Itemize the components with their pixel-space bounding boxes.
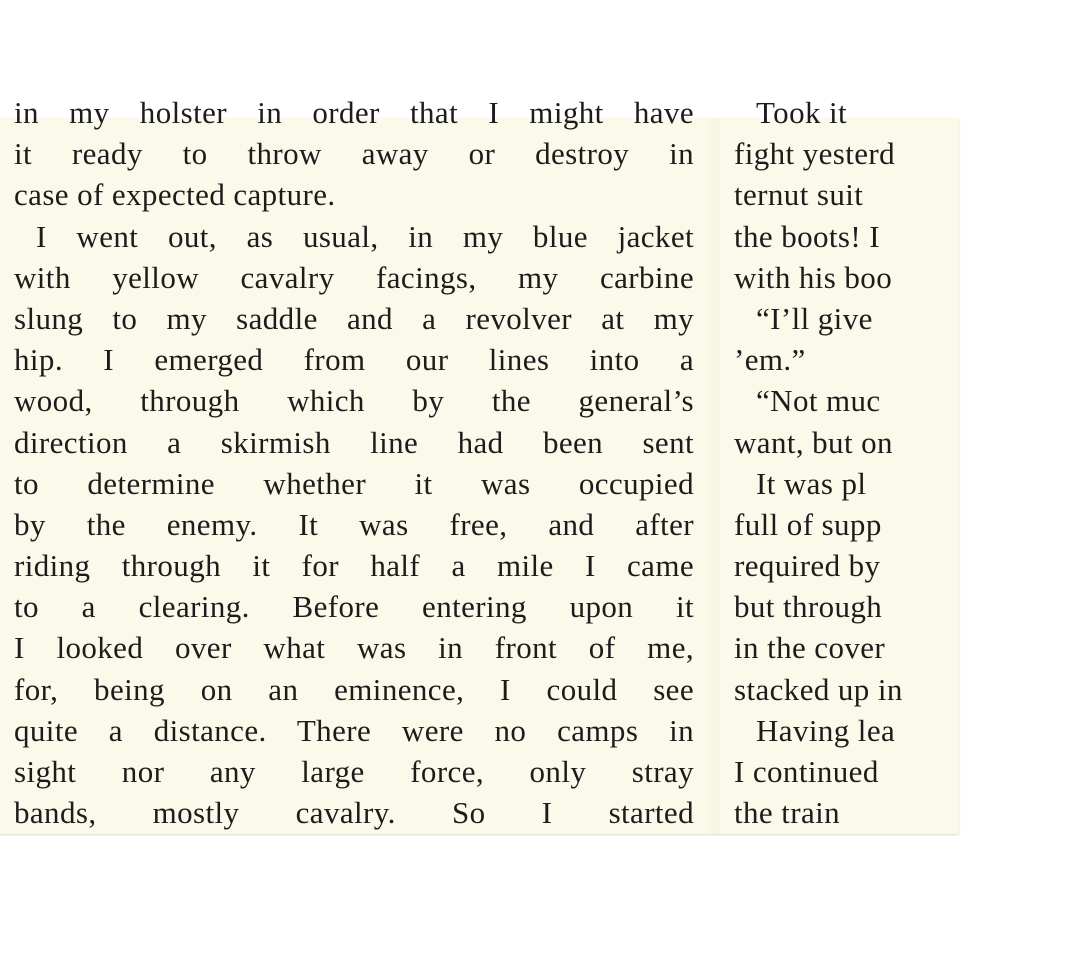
left-text-column [14, 92, 694, 833]
text-line: to determine whether it was occupied [14, 465, 694, 501]
text-line: I looked over what was in front of me, [14, 630, 694, 666]
text-line: I continued [734, 754, 879, 789]
text-line: in my holster in order that I might have [14, 95, 694, 130]
text-line: stacked up in [734, 671, 903, 707]
text-line: full of supp [734, 506, 882, 542]
newspaper-clipping [0, 95, 959, 834]
text-line: but through [734, 589, 883, 625]
text-line: in the cover [734, 630, 886, 666]
text-line: with yellow cavalry facings, my carbine [14, 259, 694, 295]
text-line: It was pl [756, 465, 867, 501]
text-line: required by [734, 548, 881, 584]
text-line: by the enemy. It was free, and after [14, 506, 694, 542]
text-line: “I’ll give [756, 300, 873, 336]
text-line: Took it [756, 95, 848, 130]
text-line: ’em.” [734, 342, 806, 378]
right-text-column [734, 92, 1074, 833]
text-line: to a clearing. Before entering upon it [14, 589, 694, 625]
text-line: Having lea [756, 712, 896, 748]
text-line: bands, mostly cavalry. So I started [14, 795, 694, 831]
text-line: sight nor any large force, only stray [14, 754, 694, 789]
text-line: I went out, as usual, in my blue jacket [36, 218, 694, 254]
text-line: hip. I emerged from our lines into a [14, 342, 694, 378]
text-line: quite a distance. There were no camps in [14, 712, 694, 748]
text-line: it ready to throw away or destroy in [14, 136, 694, 172]
text-line: wood, through which by the general’s [14, 383, 694, 419]
text-line: direction a skirmish line had been sent [14, 424, 694, 460]
text-line: “Not muc [756, 383, 881, 419]
text-line: case of expected capture. [14, 177, 336, 213]
text-line: fight yesterd [734, 136, 896, 172]
text-line: with his boo [734, 259, 893, 295]
text-line: ternut suit [734, 177, 864, 213]
text-line: the boots! I [734, 218, 880, 254]
text-line: slung to my saddle and a revolver at my [14, 300, 694, 336]
text-line: the train [734, 795, 841, 831]
text-line: for, being on an eminence, I could see [14, 671, 694, 707]
text-line: riding through it for half a mile I came [14, 548, 694, 584]
text-line: want, but on [734, 424, 893, 460]
column-gutter [708, 118, 720, 834]
